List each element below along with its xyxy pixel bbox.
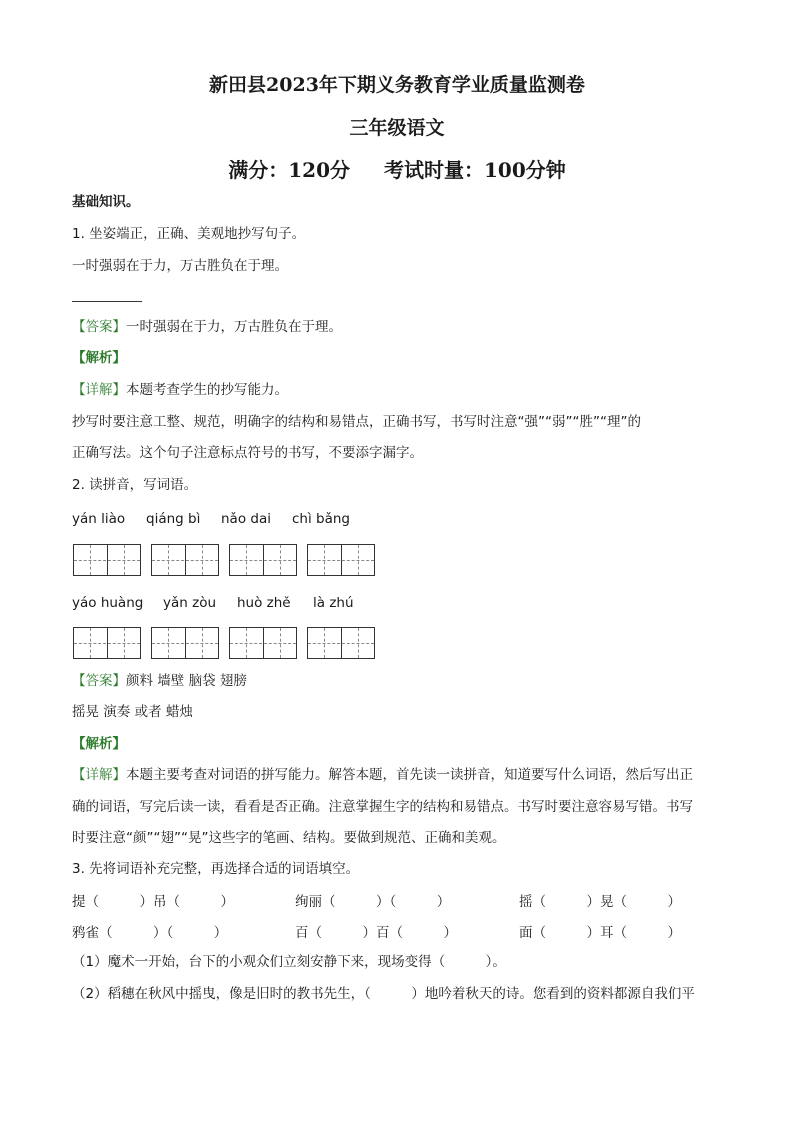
full-score: 满分：120分: [228, 158, 350, 182]
q1-detail-text: 本题考查学生的抄写能力。: [126, 382, 288, 398]
detail-tag: 【详解】: [72, 767, 126, 783]
q3-word: 绚丽（ ）（ ）: [295, 894, 451, 910]
q2-detail-3: 时要注意“颜”“翅”“晃”这些字的笔画、结构。要做到规范、正确和美观。: [72, 830, 506, 846]
q3-prompt: 3. 先将词语补充完整，再选择合适的词语填空。: [72, 861, 360, 877]
q1-prompt: 1. 坐姿端正，正确、美观地抄写句子。: [72, 226, 306, 242]
writing-grid[interactable]: [307, 544, 375, 576]
pinyin: yán liào: [72, 511, 126, 527]
writing-grid[interactable]: [73, 544, 141, 576]
pinyin: yǎn zòu: [163, 595, 217, 611]
pinyin: nǎo dai: [221, 511, 271, 527]
q2-detail-text: 本题主要考查对词语的拼写能力。解答本题，首先读一读拼音，知道要写什么词语，然后写出正: [126, 767, 693, 783]
writing-grid[interactable]: [151, 544, 219, 576]
exam-title: 新田县2023年下期义务教育学业质量监测卷: [209, 74, 585, 96]
q2-prompt: 2. 读拼音，写词语。: [72, 477, 198, 493]
q3-word: 鸦雀（ ）（ ）: [72, 925, 228, 941]
q3-word: 百（ ）百（ ）: [295, 925, 457, 941]
answer-tag: 【答案】: [72, 319, 126, 335]
analysis-tag: 【解析】: [72, 350, 126, 366]
pinyin: là zhú: [313, 595, 354, 611]
pinyin: yáo huàng: [72, 595, 144, 611]
time-limit: 考试时量：100分钟: [384, 158, 566, 182]
pinyin: huò zhě: [237, 595, 291, 611]
q2-answer-text: 颜料 墙壁 脑袋 翅膀: [126, 673, 247, 689]
writing-grid[interactable]: [151, 627, 219, 659]
q1-answer-text: 一时强弱在于力，万古胜负在于理。: [126, 319, 342, 335]
q2-detail-2: 确的词语，写完后读一读，看看是否正确。注意掌握生字的结构和易错点。书写时要注意容易写错。书写: [72, 799, 693, 815]
q1-detail-2: 抄写时要注意工整、规范，明确字的结构和易错点，正确书写，书写时注意“强”“弱”“胜”“理”的: [72, 414, 641, 430]
q1-sentence: 一时强弱在于力，万古胜负在于理。: [72, 258, 288, 274]
q3-word: 提（ ）吊（ ）: [72, 894, 234, 910]
detail-tag: 【详解】: [72, 382, 126, 398]
q3-word: 摇（ ）晃（ ）: [519, 894, 681, 910]
writing-grid[interactable]: [229, 627, 297, 659]
pinyin: qiáng bì: [146, 511, 201, 527]
q2-answer: [72, 672, 247, 690]
writing-grid[interactable]: [229, 544, 297, 576]
section-heading: 基础知识。: [72, 194, 140, 210]
exam-meta: [0, 154, 794, 183]
q1-detail-3: 正确写法。这个句子注意标点符号的书写，不要添字漏字。: [72, 445, 423, 461]
q1-analysis: [72, 349, 126, 367]
q2-answer-2: 摇晃 演奏 或者 蜡烛: [72, 704, 193, 720]
q1-answer-blank: [72, 301, 142, 302]
writing-grid[interactable]: [307, 627, 375, 659]
exam-subtitle: 三年级语文: [349, 117, 445, 139]
writing-grid[interactable]: [73, 627, 141, 659]
answer-tag: 【答案】: [72, 673, 126, 689]
q3-item-1: （1）魔术一开始，台下的小观众们立刻安静下来，现场变得（ ）。: [72, 954, 506, 970]
analysis-tag: 【解析】: [72, 736, 126, 752]
q2-analysis: [72, 735, 126, 753]
q1-detail-1: [72, 381, 288, 399]
q3-item-2: （2）稻穗在秋风中摇曳，像是旧时的教书先生，（ ）地吟着秋天的诗。您看到的资料都源自我们平: [72, 986, 695, 1002]
q1-answer: [72, 318, 342, 336]
q3-word: 面（ ）耳（ ）: [519, 925, 681, 941]
pinyin: chì bǎng: [292, 511, 350, 527]
q2-detail-1: [72, 766, 693, 784]
